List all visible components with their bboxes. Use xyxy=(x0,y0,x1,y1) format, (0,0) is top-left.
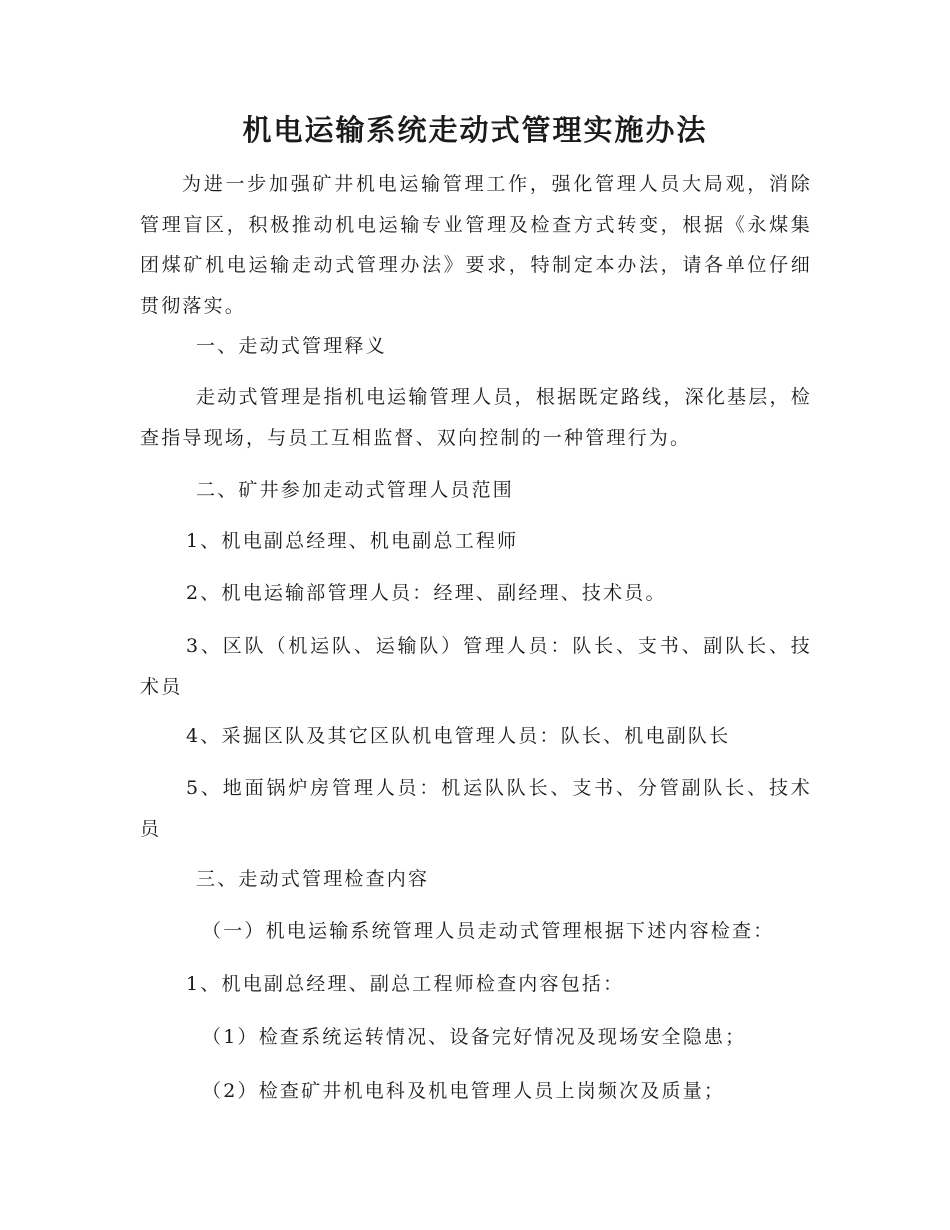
list-item: 1、机电副总经理、机电副总工程师 xyxy=(186,530,519,552)
list-item: 3、区队（机运队、运输队）管理人员：队长、支书、副队长、技术员 xyxy=(140,635,812,698)
section-3-subheading: （一）机电运输系统管理人员走动式管理根据下述内容检查： xyxy=(202,920,775,942)
document-title: 机电运输系统走动式管理实施办法 xyxy=(242,113,708,147)
list-item: （2）检查矿井机电科及机电管理人员上岗频次及质量； xyxy=(202,1080,726,1102)
section-1-body: 走动式管理是指机电运输管理人员，根据既定路线，深化基层，检查指导现场，与员工互相监督、双向控制的一种管理行为。 xyxy=(140,386,812,449)
intro-paragraph: 为进一步加强矿井机电运输管理工作，强化管理人员大局观，消除管理盲区，积极推动机电运输专业管理及检查方式转变，根据《永煤集团煤矿机电运输走动式管理办法》要求，特制定本办法，请各单位仔细贯彻落实。 xyxy=(140,173,812,317)
list-item: 4、采掘区队及其它区队机电管理人员：队长、机电副队长 xyxy=(186,725,731,747)
section-2-heading: 二、矿井参加走动式管理人员范围 xyxy=(196,479,515,501)
list-item: 2、机电运输部管理人员：经理、副经理、技术员。 xyxy=(186,582,667,604)
section-3-heading: 三、走动式管理检查内容 xyxy=(196,868,430,890)
section-1-heading: 一、走动式管理释义 xyxy=(196,335,387,357)
list-item: （1）检查系统运转情况、设备完好情况及现场安全隐患； xyxy=(202,1026,747,1048)
list-item: 5、地面锅炉房管理人员：机运队队长、支书、分管副队长、技术员 xyxy=(140,777,812,840)
list-item: 1、机电副总经理、副总工程师检查内容包括： xyxy=(186,973,625,995)
